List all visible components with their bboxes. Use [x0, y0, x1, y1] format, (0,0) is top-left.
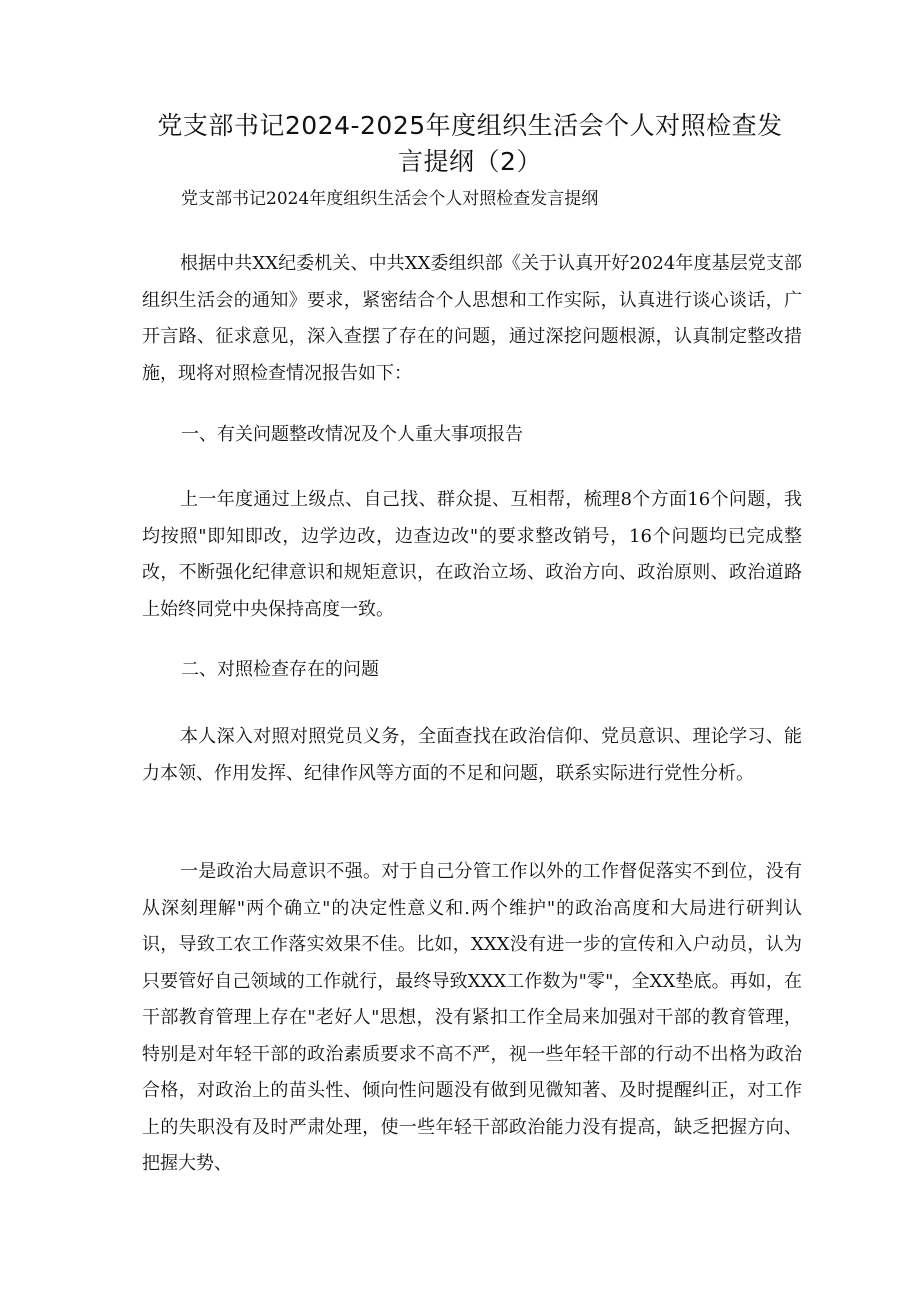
point-1-paragraph: 一是政治大局意识不强。对于自己分管工作以外的工作督促落实不到位，没有从深刻理解"两个确立"的决定性意义和.两个维护"的政治高度和大局进行研判认识，导致工农工作落实效果不佳。比如，XXX没有进一步的宣传和入户动员，认为只要管好自己领域的工作就行，最终导致XXX工作数为"零"，全XX垫底。再如，在干部教育管理上存在"老好人"思想，没有紧扣工作全局来加强对干部的教育管理，特别是对年轻干部的政治素质要求不高不严，视一些年轻干部的行动不出格为政治合格，对政治上的苗头性、倾向性问题没有做到见微知著、及时提醒纠正，对工作上的失职没有及时严肃处理，使一些年轻干部政治能力没有提高，缺乏把握方向、把握大势、	[142, 861, 802, 1174]
section-1-paragraph: 上一年度通过上级点、自己找、群众提、互相帮，梳理8个方面16个问题，我均按照"即知即改，边学边改，边查边改"的要求整改销号，16个问题均已完成整改，不断强化纪律意识和规矩意识，在政治立场、政治方向、政治原则、政治道路上始终同党中央保持高度一致。	[142, 489, 802, 620]
section-1-heading: 一、有关问题整改情况及个人重大事项报告	[181, 424, 523, 445]
intro-paragraph: 根据中共XX纪委机关、中共XX委组织部《关于认真开好2024年度基层党支部组织生活会的通知》要求，紧密结合个人思想和工作实际，认真进行谈心谈话，广开言路、征求意见，深入查摆了存在的问题，通过深挖问题根源，认真制定整改措施，现将对照检查情况报告如下：	[142, 253, 802, 384]
section-2-heading: 二、对照检查存在的问题	[181, 659, 379, 680]
document-subtitle: 党支部书记2024年度组织生活会个人对照检查发言提纲	[181, 189, 599, 209]
section-2-paragraph: 本人深入对照对照党员义务，全面查找在政治信仰、党员意识、理论学习、能力本领、作用发挥、纪律作风等方面的不足和问题，联系实际进行党性分析。	[142, 726, 802, 784]
document-title: 党支部书记2024-2025年度组织生活会个人对照检查发言提纲（2）	[157, 111, 783, 176]
